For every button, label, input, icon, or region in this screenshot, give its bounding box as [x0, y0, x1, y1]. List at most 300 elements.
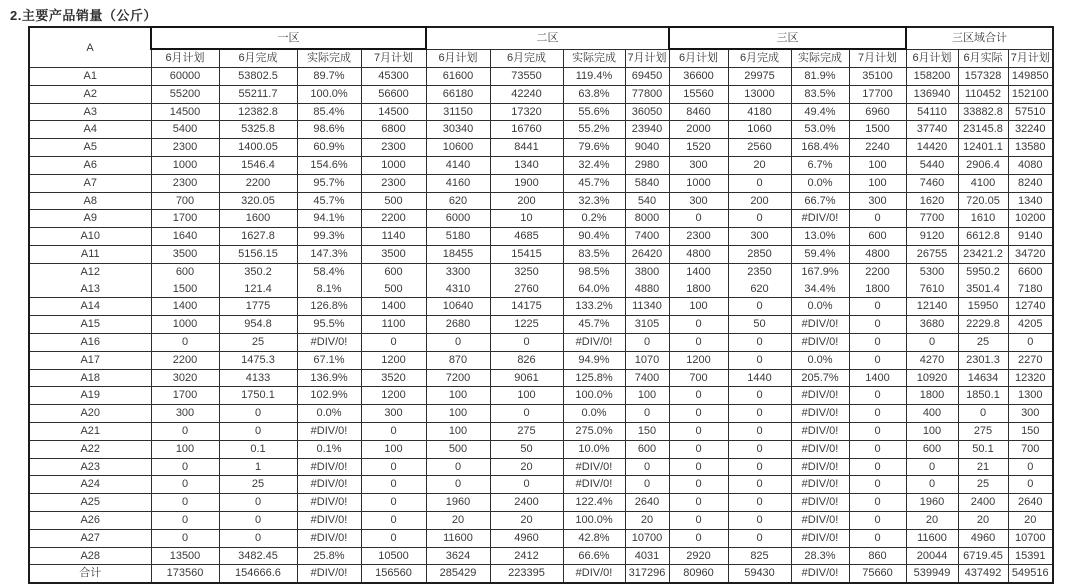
data-cell: 20 [1008, 511, 1053, 529]
data-cell: 0 [906, 333, 958, 351]
data-cell: 25.8% [297, 547, 361, 565]
sub-header-cell: 6月完成 [490, 49, 563, 68]
data-cell: 5156.15 [219, 245, 297, 263]
data-cell: 0 [219, 494, 297, 512]
data-cell: 1225 [490, 316, 563, 334]
data-cell: 60000 [151, 68, 219, 86]
data-cell: 61600 [426, 68, 490, 86]
data-cell: 0 [728, 387, 791, 405]
row-label: A19 [29, 387, 151, 405]
table-row [29, 547, 1053, 565]
table-row [29, 351, 1053, 369]
data-cell: 45.7% [563, 316, 625, 334]
data-cell: 826 [490, 351, 563, 369]
data-cell: 500 [361, 281, 426, 298]
data-cell: 5440 [906, 156, 958, 174]
data-cell: 98.5% [563, 263, 625, 280]
data-cell: 700 [151, 192, 219, 210]
data-cell: 300 [361, 405, 426, 423]
data-cell: 23421.2 [958, 245, 1008, 263]
data-cell: #DIV/0! [791, 440, 849, 458]
data-cell: 0 [361, 494, 426, 512]
table-row [29, 281, 1053, 298]
row-label: A8 [29, 192, 151, 210]
data-cell: 3624 [426, 547, 490, 565]
data-cell: 700 [669, 369, 728, 387]
data-cell: 437492 [958, 565, 1008, 583]
row-label: A9 [29, 210, 151, 228]
data-cell: 5950.2 [958, 263, 1008, 280]
data-cell: 59.4% [791, 245, 849, 263]
group-header-region2: 二区 [426, 27, 669, 49]
data-cell: 620 [728, 281, 791, 298]
data-cell: 14500 [361, 103, 426, 121]
data-cell: 0 [728, 529, 791, 547]
data-cell: 149850 [1008, 68, 1053, 86]
data-cell: 1000 [361, 156, 426, 174]
sub-header-cell: 6月实际 [958, 49, 1008, 68]
data-cell: 6719.45 [958, 547, 1008, 565]
data-cell: 1600 [219, 210, 297, 228]
data-cell: 0.1% [297, 440, 361, 458]
data-cell: #DIV/0! [791, 333, 849, 351]
data-cell: 100.0% [297, 85, 361, 103]
data-cell: 0 [849, 316, 906, 334]
data-cell: 2412 [490, 547, 563, 565]
data-cell: 0 [151, 458, 219, 476]
data-cell: 500 [361, 192, 426, 210]
data-cell: #DIV/0! [297, 458, 361, 476]
data-cell: 0 [490, 476, 563, 494]
data-cell: 2640 [625, 494, 669, 512]
row-label: A20 [29, 405, 151, 423]
data-cell: 2640 [1008, 494, 1053, 512]
row-label: A10 [29, 228, 151, 246]
table-row [29, 422, 1053, 440]
data-cell: 34720 [1008, 245, 1053, 263]
sub-header-cell: 7月计划 [361, 49, 426, 68]
data-cell: 1850.1 [958, 387, 1008, 405]
data-cell: 275 [958, 422, 1008, 440]
data-cell: 13580 [1008, 139, 1053, 157]
table-row [29, 156, 1053, 174]
data-cell: 13500 [151, 547, 219, 565]
data-cell: 28.3% [791, 547, 849, 565]
data-cell: 1700 [151, 210, 219, 228]
row-label: A11 [29, 245, 151, 263]
data-cell: 0 [669, 387, 728, 405]
data-cell: 1546.4 [219, 156, 297, 174]
data-cell: 0 [728, 298, 791, 316]
data-cell: 275 [490, 422, 563, 440]
sub-header-cell: 6月计划 [906, 49, 958, 68]
data-cell: 2200 [849, 263, 906, 280]
data-cell: #DIV/0! [563, 565, 625, 583]
data-cell: 12320 [1008, 369, 1053, 387]
row-label: A5 [29, 139, 151, 157]
data-cell: #DIV/0! [791, 210, 849, 228]
table-row [29, 387, 1053, 405]
data-cell: #DIV/0! [791, 387, 849, 405]
data-cell: 0 [1008, 476, 1053, 494]
data-cell: 0 [669, 405, 728, 423]
data-cell: 7200 [426, 369, 490, 387]
data-cell: #DIV/0! [563, 458, 625, 476]
data-cell: 600 [625, 440, 669, 458]
data-cell: 14634 [958, 369, 1008, 387]
data-cell: 63.8% [563, 85, 625, 103]
data-cell: 0 [728, 174, 791, 192]
data-cell: 158200 [906, 68, 958, 86]
data-cell: 100 [669, 298, 728, 316]
data-cell: 400 [906, 405, 958, 423]
data-cell: 16760 [490, 121, 563, 139]
data-cell: 5400 [151, 121, 219, 139]
data-cell: 50 [728, 316, 791, 334]
data-cell: 600 [361, 263, 426, 280]
data-cell: 54110 [906, 103, 958, 121]
data-cell: 9120 [906, 228, 958, 246]
data-cell: 37740 [906, 121, 958, 139]
data-cell: 25 [958, 333, 1008, 351]
data-cell: 10640 [426, 298, 490, 316]
data-cell: 102.9% [297, 387, 361, 405]
data-cell: 25 [219, 476, 297, 494]
data-cell: 75660 [849, 565, 906, 583]
row-label: 合计 [29, 565, 151, 583]
table-row [29, 103, 1053, 121]
data-cell: 150 [625, 422, 669, 440]
row-label: A2 [29, 85, 151, 103]
data-cell: #DIV/0! [297, 565, 361, 583]
data-cell: 5325.8 [219, 121, 297, 139]
data-cell: 1700 [151, 387, 219, 405]
data-cell: 1400.05 [219, 139, 297, 157]
data-cell: 0 [625, 458, 669, 476]
data-cell: 1520 [669, 139, 728, 157]
data-cell: 25 [958, 476, 1008, 494]
data-cell: 35100 [849, 68, 906, 86]
data-cell: 0 [669, 333, 728, 351]
data-cell: 15391 [1008, 547, 1053, 565]
data-cell: 154.6% [297, 156, 361, 174]
data-cell: 0 [849, 210, 906, 228]
data-cell: 8000 [625, 210, 669, 228]
data-cell: 0.1 [219, 440, 297, 458]
data-cell: 45.7% [297, 192, 361, 210]
group-header-region3: 三区 [669, 27, 906, 49]
table-row [29, 316, 1053, 334]
data-cell: 133.2% [563, 298, 625, 316]
data-cell: 7460 [906, 174, 958, 192]
data-cell: 9061 [490, 369, 563, 387]
data-cell: 0 [625, 476, 669, 494]
data-cell: 1140 [361, 228, 426, 246]
data-cell: 100 [849, 156, 906, 174]
data-cell: 4685 [490, 228, 563, 246]
data-cell: #DIV/0! [791, 529, 849, 547]
data-cell: 95.7% [297, 174, 361, 192]
data-cell: 57510 [1008, 103, 1053, 121]
data-cell: #DIV/0! [563, 476, 625, 494]
data-cell: 8.1% [297, 281, 361, 298]
data-cell: 32.4% [563, 156, 625, 174]
data-cell: 126.8% [297, 298, 361, 316]
data-cell: 1775 [219, 298, 297, 316]
data-cell: 0 [849, 440, 906, 458]
data-cell: 0.0% [791, 174, 849, 192]
sub-header-cell: 6月计划 [669, 49, 728, 68]
data-cell: 0 [361, 529, 426, 547]
data-cell: 6000 [426, 210, 490, 228]
row-label: A4 [29, 121, 151, 139]
row-label: A22 [29, 440, 151, 458]
data-cell: 600 [849, 228, 906, 246]
group-header-region1: 一区 [151, 27, 426, 49]
data-cell: 125.8% [563, 369, 625, 387]
data-cell: 2760 [490, 281, 563, 298]
data-cell: 1200 [361, 351, 426, 369]
data-cell: #DIV/0! [297, 529, 361, 547]
table-row [29, 369, 1053, 387]
data-cell: 5180 [426, 228, 490, 246]
data-cell: 11600 [426, 529, 490, 547]
data-cell: 1200 [361, 387, 426, 405]
data-cell: 10600 [426, 139, 490, 157]
data-cell: 20 [906, 511, 958, 529]
data-cell: 0 [151, 529, 219, 547]
data-cell: 4270 [906, 351, 958, 369]
data-cell: #DIV/0! [791, 458, 849, 476]
row-label: A16 [29, 333, 151, 351]
data-cell: 1340 [1008, 192, 1053, 210]
data-cell: 69450 [625, 68, 669, 86]
data-cell: 23145.8 [958, 121, 1008, 139]
data-cell: 223395 [490, 565, 563, 583]
data-cell: 100 [426, 422, 490, 440]
data-cell: 0 [849, 333, 906, 351]
data-cell: 4800 [849, 245, 906, 263]
data-cell: 121.4 [219, 281, 297, 298]
data-cell: 1400 [361, 298, 426, 316]
data-cell: 3105 [625, 316, 669, 334]
data-cell: 100 [625, 387, 669, 405]
data-cell: 3500 [361, 245, 426, 263]
data-cell: 36050 [625, 103, 669, 121]
data-cell: 167.9% [791, 263, 849, 280]
group-header-row [29, 27, 1053, 49]
data-cell: 0 [669, 440, 728, 458]
row-label: A17 [29, 351, 151, 369]
data-cell: 205.7% [791, 369, 849, 387]
data-cell: 14500 [151, 103, 219, 121]
table-row [29, 405, 1053, 423]
table-row [29, 210, 1053, 228]
data-cell: 156560 [361, 565, 426, 583]
data-cell: 2000 [669, 121, 728, 139]
data-cell: 549516 [1008, 565, 1053, 583]
data-cell: 13.0% [791, 228, 849, 246]
group-header-total: 三区域合计 [906, 27, 1053, 49]
data-cell: #DIV/0! [563, 333, 625, 351]
data-cell: 1100 [361, 316, 426, 334]
data-cell: 147.3% [297, 245, 361, 263]
data-cell: 1060 [728, 121, 791, 139]
data-cell: 200 [728, 192, 791, 210]
data-cell: 0 [219, 405, 297, 423]
data-cell: 4140 [426, 156, 490, 174]
data-cell: 0 [426, 333, 490, 351]
table-row [29, 68, 1053, 86]
data-cell: 100.0% [563, 387, 625, 405]
data-cell: 500 [426, 440, 490, 458]
data-cell: 10.0% [563, 440, 625, 458]
data-cell: 12740 [1008, 298, 1053, 316]
row-label: A7 [29, 174, 151, 192]
data-cell: 1400 [669, 263, 728, 280]
data-cell: 53802.5 [219, 68, 297, 86]
data-cell: 1440 [728, 369, 791, 387]
data-cell: 0 [219, 511, 297, 529]
data-cell: 100 [426, 405, 490, 423]
data-cell: 2350 [728, 263, 791, 280]
sub-header-cell: 6月计划 [151, 49, 219, 68]
data-cell: 73550 [490, 68, 563, 86]
data-cell: 33882.8 [958, 103, 1008, 121]
data-cell: 2400 [958, 494, 1008, 512]
data-cell: 23940 [625, 121, 669, 139]
data-cell: 8460 [669, 103, 728, 121]
data-cell: 0 [849, 458, 906, 476]
data-cell: 2270 [1008, 351, 1053, 369]
data-cell: 20 [426, 511, 490, 529]
data-cell: 0 [849, 494, 906, 512]
data-cell: 2200 [361, 210, 426, 228]
data-cell: 55200 [151, 85, 219, 103]
data-cell: 5300 [906, 263, 958, 280]
table-row [29, 511, 1053, 529]
data-cell: 0 [849, 387, 906, 405]
data-cell: 300 [669, 192, 728, 210]
data-cell: #DIV/0! [791, 511, 849, 529]
data-cell: 89.7% [297, 68, 361, 86]
data-cell: 0 [849, 298, 906, 316]
data-cell: #DIV/0! [791, 565, 849, 583]
data-cell: 1750.1 [219, 387, 297, 405]
data-cell: 8240 [1008, 174, 1053, 192]
data-cell: #DIV/0! [791, 494, 849, 512]
data-cell: 0 [958, 405, 1008, 423]
data-cell: 0 [361, 458, 426, 476]
data-cell: 15950 [958, 298, 1008, 316]
data-cell: 1500 [849, 121, 906, 139]
data-cell: 1400 [151, 298, 219, 316]
data-cell: #DIV/0! [297, 333, 361, 351]
data-cell: 0 [490, 333, 563, 351]
data-cell: 2680 [426, 316, 490, 334]
data-cell: 1000 [669, 174, 728, 192]
data-cell: 64.0% [563, 281, 625, 298]
data-cell: 0 [849, 422, 906, 440]
data-cell: 12401.1 [958, 139, 1008, 157]
data-cell: 2229.8 [958, 316, 1008, 334]
data-cell: 42.8% [563, 529, 625, 547]
data-cell: 58.4% [297, 263, 361, 280]
data-cell: 136940 [906, 85, 958, 103]
data-cell: 7700 [906, 210, 958, 228]
sub-header-cell: 7月计划 [849, 49, 906, 68]
data-cell: 2240 [849, 139, 906, 157]
data-cell: 0 [669, 529, 728, 547]
data-cell: 0 [849, 476, 906, 494]
data-cell: 0 [728, 458, 791, 476]
data-cell: 15560 [669, 85, 728, 103]
table-row [29, 228, 1053, 246]
data-cell: 0 [669, 210, 728, 228]
data-cell: 10700 [625, 529, 669, 547]
row-label: A25 [29, 494, 151, 512]
data-cell: 32.3% [563, 192, 625, 210]
page-title: 2.主要产品销量（公斤） [10, 8, 157, 23]
data-cell: 200 [490, 192, 563, 210]
data-cell: 1900 [490, 174, 563, 192]
data-cell: 4180 [728, 103, 791, 121]
row-label: A28 [29, 547, 151, 565]
data-cell: 3250 [490, 263, 563, 280]
data-cell: #DIV/0! [297, 511, 361, 529]
data-cell: 4960 [490, 529, 563, 547]
data-cell: 0 [728, 351, 791, 369]
data-cell: 320.05 [219, 192, 297, 210]
data-cell: 66.7% [791, 192, 849, 210]
data-cell: 275.0% [563, 422, 625, 440]
data-cell: 32240 [1008, 121, 1053, 139]
data-cell: 0.0% [791, 298, 849, 316]
data-cell: 42240 [490, 85, 563, 103]
data-cell: 0 [728, 440, 791, 458]
data-cell: 0 [669, 476, 728, 494]
data-cell: 20 [958, 511, 1008, 529]
sub-header-cell: 6月计划 [426, 49, 490, 68]
data-cell: 0 [906, 476, 958, 494]
sales-table [28, 26, 1054, 584]
data-cell: 6600 [1008, 263, 1053, 280]
data-cell: 6960 [849, 103, 906, 121]
data-cell: 30340 [426, 121, 490, 139]
sub-header-cell: 实际完成 [297, 49, 361, 68]
sub-header-row [29, 49, 1053, 68]
data-cell: 0 [728, 494, 791, 512]
data-cell: 59430 [728, 565, 791, 583]
data-cell: 0 [728, 405, 791, 423]
data-cell: 0 [361, 333, 426, 351]
data-cell: 2850 [728, 245, 791, 263]
data-cell: 4133 [219, 369, 297, 387]
data-cell: 6.7% [791, 156, 849, 174]
data-cell: 67.1% [297, 351, 361, 369]
data-cell: 9140 [1008, 228, 1053, 246]
corner-header: A [29, 27, 151, 68]
data-cell: 55211.7 [219, 85, 297, 103]
data-cell: 4205 [1008, 316, 1053, 334]
data-cell: 0 [361, 511, 426, 529]
data-cell: 80960 [669, 565, 728, 583]
data-cell: 14420 [906, 139, 958, 157]
data-cell: 17320 [490, 103, 563, 121]
data-cell: 12140 [906, 298, 958, 316]
data-cell: 1 [219, 458, 297, 476]
data-cell: 4100 [958, 174, 1008, 192]
